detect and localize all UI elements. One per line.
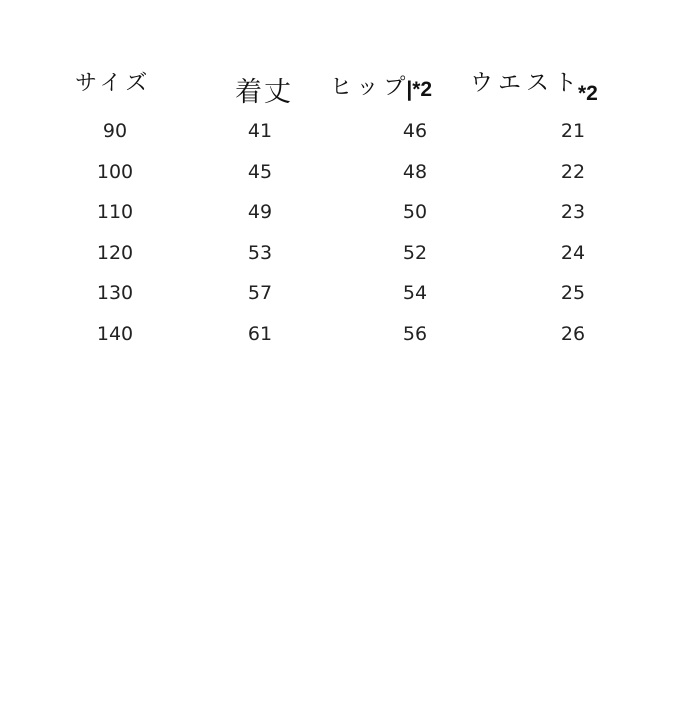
cell-size: 120 — [96, 242, 134, 264]
table-row — [0, 278, 700, 308]
cell-size: 140 — [96, 323, 134, 345]
cell-hip: 54 — [402, 282, 428, 304]
header-length — [235, 70, 293, 109]
table-row — [0, 116, 700, 146]
cell-length: 41 — [247, 120, 273, 142]
cell-waist: 26 — [560, 323, 586, 345]
cell-waist: 25 — [560, 282, 586, 304]
header-waist-mark: *2 — [578, 82, 598, 105]
header-hip-label: ヒップ — [330, 75, 411, 100]
cell-hip: 46 — [402, 120, 428, 142]
cell-waist: 21 — [560, 120, 586, 142]
header-waist-label: ウエスト — [470, 70, 582, 96]
table-row — [0, 197, 700, 227]
cell-length: 61 — [247, 323, 273, 345]
cell-waist: 24 — [560, 242, 586, 264]
header-size-label: サイズ — [75, 71, 152, 96]
cell-length: 49 — [247, 201, 273, 223]
cell-hip: 50 — [402, 201, 428, 223]
table-row — [0, 157, 700, 187]
table-row — [0, 238, 700, 268]
cell-waist: 23 — [560, 201, 586, 223]
table-row — [0, 319, 700, 349]
cell-size: 130 — [96, 282, 134, 304]
header-length-label: 着丈 — [235, 77, 293, 108]
cell-length: 57 — [247, 282, 273, 304]
cell-length: 53 — [247, 242, 273, 264]
cell-length: 45 — [247, 161, 273, 183]
header-waist — [470, 64, 598, 105]
cell-waist: 22 — [560, 161, 586, 183]
header-hip-mark: |*2 — [406, 78, 433, 101]
header-hip — [330, 70, 432, 101]
cell-size: 100 — [96, 161, 134, 183]
cell-size: 90 — [102, 120, 128, 142]
cell-hip: 52 — [402, 242, 428, 264]
cell-hip: 48 — [402, 161, 428, 183]
cell-size: 110 — [96, 201, 134, 223]
header-size — [75, 66, 151, 97]
cell-hip: 56 — [402, 323, 428, 345]
